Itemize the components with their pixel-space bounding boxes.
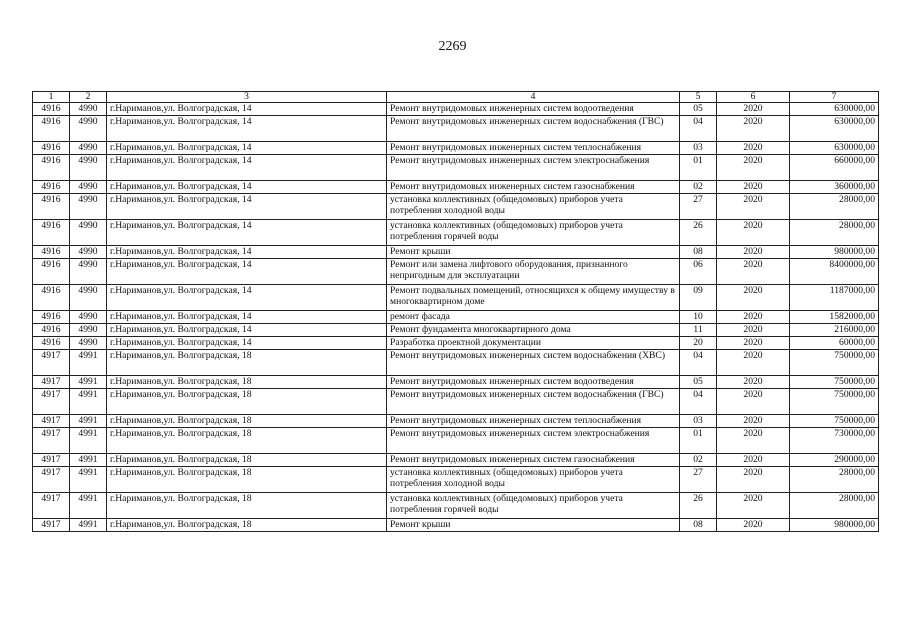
cell-year: 2020	[717, 519, 790, 532]
cell-cost: 1582000,00	[790, 311, 879, 324]
cell-row-number: 4917	[33, 350, 70, 376]
cell-address: г.Нариманов,ул. Волгоградская, 14	[107, 324, 387, 337]
cell-row-number: 4917	[33, 454, 70, 467]
cell-work-code: 11	[680, 324, 717, 337]
cell-work-type: Ремонт внутридомовых инженерных систем теплоснабжения	[387, 415, 680, 428]
cell-cost: 28000,00	[790, 220, 879, 246]
cell-work-code: 02	[680, 454, 717, 467]
column-header-6: 6	[717, 92, 790, 103]
cell-house-id: 4990	[70, 246, 107, 259]
cell-work-code: 08	[680, 246, 717, 259]
cell-house-id: 4990	[70, 337, 107, 350]
cell-house-id: 4990	[70, 142, 107, 155]
table-row	[33, 454, 879, 467]
cell-house-id: 4990	[70, 220, 107, 246]
cell-house-id: 4991	[70, 454, 107, 467]
cell-address: г.Нариманов,ул. Волгоградская, 14	[107, 285, 387, 311]
cell-work-type: Ремонт внутридомовых инженерных систем газоснабжения	[387, 181, 680, 194]
cell-row-number: 4916	[33, 103, 70, 116]
cell-house-id: 4990	[70, 285, 107, 311]
cell-year: 2020	[717, 103, 790, 116]
cell-work-code: 10	[680, 311, 717, 324]
cell-work-type: установка коллективных (общедомовых) приборов учета потребления горячей воды	[387, 220, 680, 246]
cell-cost: 980000,00	[790, 246, 879, 259]
cell-cost: 28000,00	[790, 493, 879, 519]
table-row	[33, 103, 879, 116]
cell-work-type: установка коллективных (общедомовых) приборов учета потребления холодной воды	[387, 467, 680, 493]
table-row	[33, 155, 879, 181]
cell-row-number: 4916	[33, 285, 70, 311]
cell-cost: 216000,00	[790, 324, 879, 337]
cell-work-type: Ремонт внутридомовых инженерных систем электроснабжения	[387, 155, 680, 181]
cell-row-number: 4917	[33, 519, 70, 532]
cell-year: 2020	[717, 493, 790, 519]
cell-row-number: 4916	[33, 142, 70, 155]
table-row	[33, 285, 879, 311]
cell-house-id: 4991	[70, 493, 107, 519]
table-row	[33, 311, 879, 324]
cell-house-id: 4991	[70, 350, 107, 376]
works-table	[32, 91, 879, 532]
cell-year: 2020	[717, 376, 790, 389]
cell-address: г.Нариманов,ул. Волгоградская, 14	[107, 155, 387, 181]
cell-work-type: Ремонт подвальных помещений, относящихся к общему имуществу в многоквартирном доме	[387, 285, 680, 311]
cell-address: г.Нариманов,ул. Волгоградская, 14	[107, 337, 387, 350]
cell-address: г.Нариманов,ул. Волгоградская, 14	[107, 194, 387, 220]
cell-house-id: 4991	[70, 376, 107, 389]
cell-cost: 750000,00	[790, 376, 879, 389]
cell-row-number: 4917	[33, 428, 70, 454]
cell-work-code: 01	[680, 155, 717, 181]
cell-house-id: 4990	[70, 181, 107, 194]
cell-row-number: 4916	[33, 155, 70, 181]
table-row	[33, 467, 879, 493]
cell-house-id: 4990	[70, 311, 107, 324]
cell-work-code: 04	[680, 389, 717, 415]
cell-address: г.Нариманов,ул. Волгоградская, 14	[107, 181, 387, 194]
cell-year: 2020	[717, 428, 790, 454]
table-row	[33, 415, 879, 428]
cell-work-code: 08	[680, 519, 717, 532]
cell-work-type: Ремонт внутридомовых инженерных систем газоснабжения	[387, 454, 680, 467]
table-row	[33, 116, 879, 142]
cell-address: г.Нариманов,ул. Волгоградская, 14	[107, 220, 387, 246]
cell-work-code: 06	[680, 259, 717, 285]
cell-row-number: 4917	[33, 389, 70, 415]
cell-work-type: ремонт фасада	[387, 311, 680, 324]
cell-work-code: 04	[680, 116, 717, 142]
cell-cost: 28000,00	[790, 467, 879, 493]
table-row	[33, 259, 879, 285]
cell-address: г.Нариманов,ул. Волгоградская, 18	[107, 519, 387, 532]
table-row	[33, 350, 879, 376]
column-header-7: 7	[790, 92, 879, 103]
table-body	[33, 103, 879, 532]
cell-cost: 630000,00	[790, 142, 879, 155]
cell-year: 2020	[717, 181, 790, 194]
cell-house-id: 4990	[70, 194, 107, 220]
cell-work-type: установка коллективных (общедомовых) приборов учета потребления холодной воды	[387, 194, 680, 220]
table-row	[33, 428, 879, 454]
cell-cost: 750000,00	[790, 415, 879, 428]
column-header-2: 2	[70, 92, 107, 103]
cell-work-code: 05	[680, 103, 717, 116]
cell-work-type: Ремонт внутридомовых инженерных систем водоснабжения (ХВС)	[387, 350, 680, 376]
cell-cost: 290000,00	[790, 454, 879, 467]
table-row	[33, 142, 879, 155]
table-row	[33, 493, 879, 519]
cell-work-code: 03	[680, 415, 717, 428]
cell-row-number: 4916	[33, 194, 70, 220]
cell-year: 2020	[717, 454, 790, 467]
cell-cost: 60000,00	[790, 337, 879, 350]
table-row	[33, 376, 879, 389]
cell-address: г.Нариманов,ул. Волгоградская, 14	[107, 246, 387, 259]
header-row	[33, 92, 879, 103]
cell-row-number: 4917	[33, 493, 70, 519]
cell-address: г.Нариманов,ул. Волгоградская, 18	[107, 376, 387, 389]
cell-address: г.Нариманов,ул. Волгоградская, 18	[107, 389, 387, 415]
table-row	[33, 246, 879, 259]
cell-cost: 360000,00	[790, 181, 879, 194]
page-number: 2269	[438, 39, 467, 54]
cell-address: г.Нариманов,ул. Волгоградская, 14	[107, 142, 387, 155]
cell-work-type: Ремонт или замена лифтового оборудования, признанного непригодным для эксплуатации	[387, 259, 680, 285]
cell-house-id: 4991	[70, 389, 107, 415]
table-row	[33, 181, 879, 194]
cell-row-number: 4916	[33, 324, 70, 337]
cell-work-code: 01	[680, 428, 717, 454]
cell-cost: 28000,00	[790, 194, 879, 220]
table-row	[33, 389, 879, 415]
cell-year: 2020	[717, 155, 790, 181]
cell-year: 2020	[717, 142, 790, 155]
cell-house-id: 4991	[70, 519, 107, 532]
cell-cost: 630000,00	[790, 103, 879, 116]
cell-address: г.Нариманов,ул. Волгоградская, 18	[107, 493, 387, 519]
cell-cost: 1187000,00	[790, 285, 879, 311]
cell-house-id: 4990	[70, 155, 107, 181]
table-row	[33, 337, 879, 350]
table-row	[33, 194, 879, 220]
cell-year: 2020	[717, 194, 790, 220]
cell-row-number: 4917	[33, 415, 70, 428]
cell-row-number: 4916	[33, 337, 70, 350]
cell-row-number: 4916	[33, 220, 70, 246]
cell-work-type: Ремонт крыши	[387, 519, 680, 532]
cell-cost: 730000,00	[790, 428, 879, 454]
cell-row-number: 4917	[33, 467, 70, 493]
cell-house-id: 4991	[70, 428, 107, 454]
table-row	[33, 519, 879, 532]
cell-work-code: 02	[680, 181, 717, 194]
cell-work-code: 26	[680, 493, 717, 519]
cell-cost: 750000,00	[790, 350, 879, 376]
cell-house-id: 4991	[70, 467, 107, 493]
cell-house-id: 4990	[70, 116, 107, 142]
cell-row-number: 4916	[33, 311, 70, 324]
cell-work-type: Ремонт фундамента многоквартирного дома	[387, 324, 680, 337]
table-row	[33, 220, 879, 246]
cell-work-code: 27	[680, 194, 717, 220]
cell-work-type: Ремонт внутридомовых инженерных систем водоотведения	[387, 103, 680, 116]
cell-year: 2020	[717, 415, 790, 428]
cell-address: г.Нариманов,ул. Волгоградская, 14	[107, 116, 387, 142]
cell-year: 2020	[717, 311, 790, 324]
cell-work-type: Ремонт внутридомовых инженерных систем теплоснабжения	[387, 142, 680, 155]
cell-work-code: 20	[680, 337, 717, 350]
cell-year: 2020	[717, 337, 790, 350]
cell-address: г.Нариманов,ул. Волгоградская, 18	[107, 428, 387, 454]
cell-row-number: 4917	[33, 376, 70, 389]
cell-cost: 980000,00	[790, 519, 879, 532]
table-row	[33, 324, 879, 337]
cell-address: г.Нариманов,ул. Волгоградская, 14	[107, 311, 387, 324]
cell-work-type: Ремонт внутридомовых инженерных систем электроснабжения	[387, 428, 680, 454]
cell-year: 2020	[717, 285, 790, 311]
cell-year: 2020	[717, 259, 790, 285]
table-header	[33, 92, 879, 103]
column-header-1: 1	[33, 92, 70, 103]
cell-row-number: 4916	[33, 259, 70, 285]
cell-address: г.Нариманов,ул. Волгоградская, 14	[107, 259, 387, 285]
cell-row-number: 4916	[33, 246, 70, 259]
cell-work-code: 26	[680, 220, 717, 246]
cell-work-type: Ремонт внутридомовых инженерных систем водоснабжения (ГВС)	[387, 116, 680, 142]
cell-cost: 660000,00	[790, 155, 879, 181]
cell-year: 2020	[717, 324, 790, 337]
cell-cost: 750000,00	[790, 389, 879, 415]
cell-work-code: 03	[680, 142, 717, 155]
cell-address: г.Нариманов,ул. Волгоградская, 18	[107, 454, 387, 467]
cell-work-type: Разработка проектной документации	[387, 337, 680, 350]
cell-row-number: 4916	[33, 181, 70, 194]
cell-house-id: 4990	[70, 324, 107, 337]
cell-house-id: 4990	[70, 103, 107, 116]
cell-address: г.Нариманов,ул. Волгоградская, 18	[107, 467, 387, 493]
cell-row-number: 4916	[33, 116, 70, 142]
cell-year: 2020	[717, 220, 790, 246]
cell-work-code: 27	[680, 467, 717, 493]
cell-year: 2020	[717, 116, 790, 142]
cell-year: 2020	[717, 389, 790, 415]
cell-work-code: 09	[680, 285, 717, 311]
cell-house-id: 4991	[70, 415, 107, 428]
cell-work-code: 04	[680, 350, 717, 376]
cell-cost: 630000,00	[790, 116, 879, 142]
column-header-3: 3	[107, 92, 387, 103]
cell-address: г.Нариманов,ул. Волгоградская, 14	[107, 103, 387, 116]
cell-year: 2020	[717, 467, 790, 493]
cell-address: г.Нариманов,ул. Волгоградская, 18	[107, 350, 387, 376]
cell-house-id: 4990	[70, 259, 107, 285]
cell-work-code: 05	[680, 376, 717, 389]
cell-work-type: Ремонт внутридомовых инженерных систем водоотведения	[387, 376, 680, 389]
cell-work-type: Ремонт крыши	[387, 246, 680, 259]
cell-work-type: установка коллективных (общедомовых) приборов учета потребления горячей воды	[387, 493, 680, 519]
column-header-4: 4	[387, 92, 680, 103]
cell-cost: 8400000,00	[790, 259, 879, 285]
cell-year: 2020	[717, 350, 790, 376]
cell-address: г.Нариманов,ул. Волгоградская, 18	[107, 415, 387, 428]
cell-year: 2020	[717, 246, 790, 259]
cell-work-type: Ремонт внутридомовых инженерных систем водоснабжения (ГВС)	[387, 389, 680, 415]
column-header-5: 5	[680, 92, 717, 103]
